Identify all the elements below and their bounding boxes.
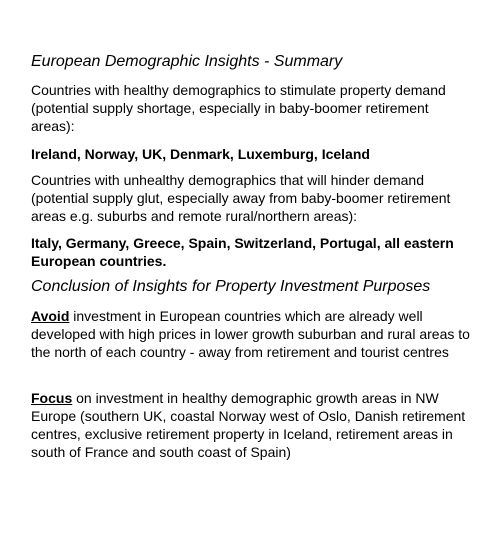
conclusion-title: Conclusion of Insights for Property Investment Purposes <box>31 278 431 295</box>
healthy-demographics-intro: Countries with healthy demographics to stimulate property demand (potential supply shortage, especially in baby-boomer retirement areas): <box>31 82 446 134</box>
unhealthy-countries-list: Italy, Germany, Greece, Spain, Switzerland, Portugal, all eastern European countries. <box>31 235 454 269</box>
focus-paragraph <box>31 389 471 461</box>
focus-text: on investment in healthy demographic growth areas in NW Europe (southern UK, coastal Norway west of Oslo, Danish retirement centres, exclusive retirement property in Iceland, retirement areas in south of France and south coast of Spain) <box>31 390 466 460</box>
unhealthy-demographics-intro: Countries with unhealthy demographics that will hinder demand (potential supply glut, especially away from baby-boomer retirement areas e.g. suburbs and remote rural/northern areas): <box>31 172 451 224</box>
focus-keyword: Focus <box>31 390 73 406</box>
healthy-countries-list: Ireland, Norway, UK, Denmark, Luxemburg, Iceland <box>31 146 370 162</box>
avoid-paragraph <box>31 307 471 361</box>
avoid-text: investment in European countries which are already well developed with high prices in lower growth suburban and rural areas to the north of each country - away from retirement and tourist centres <box>31 308 470 360</box>
summary-title: European Demographic Insights - Summary <box>31 53 343 70</box>
avoid-keyword: Avoid <box>31 308 70 324</box>
